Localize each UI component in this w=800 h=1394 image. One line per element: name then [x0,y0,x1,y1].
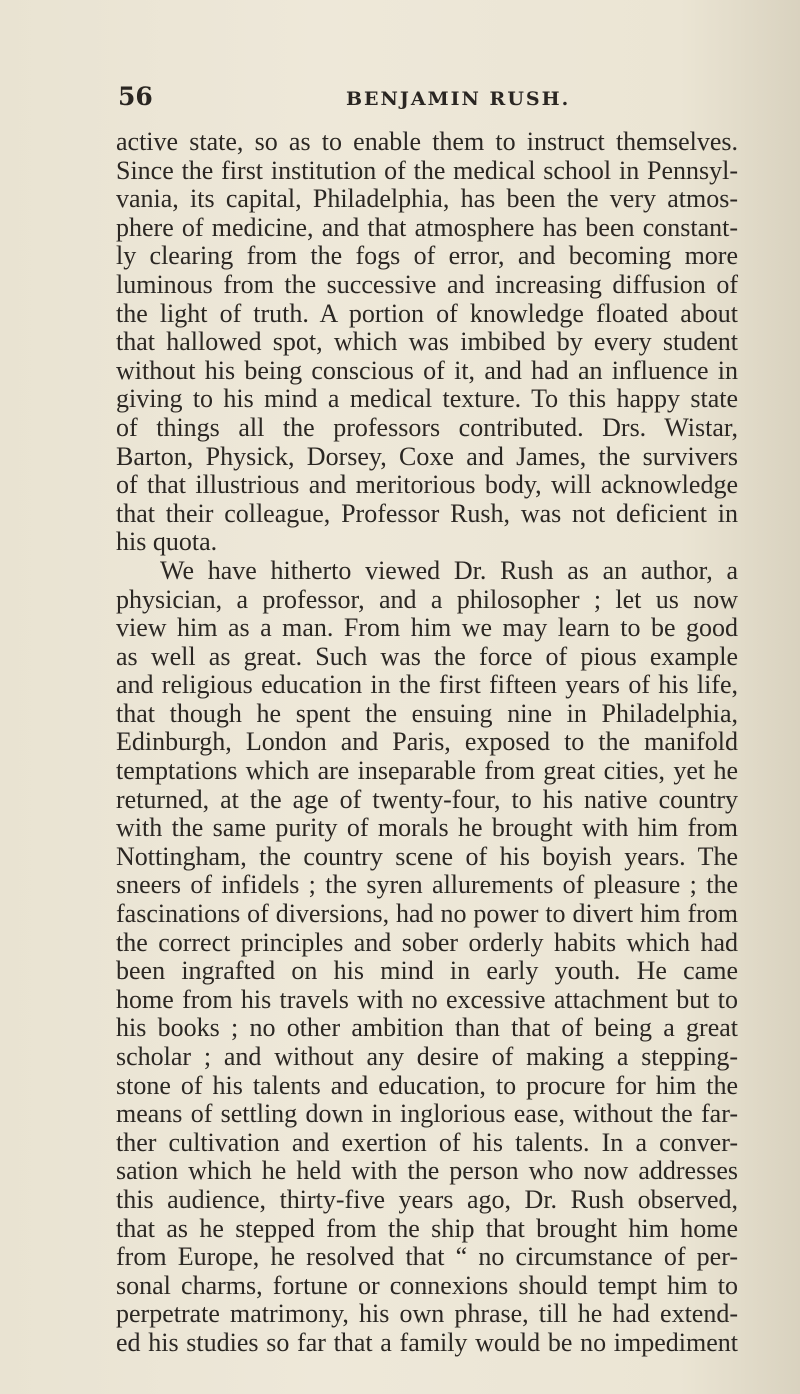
text-line: returned, at the age of twenty-four, to his native country [116,784,738,814]
text-line: that hallowed spot, which was imbibed by every student [116,327,738,357]
text-line: as well as great. Such was the force of pious example [116,641,738,671]
text-line: sonal charms, fortune or connexions should tempt him to [116,1270,738,1300]
running-head: BENJAMIN RUSH. [346,88,571,110]
text-line: this audience, thirty-five years ago, Dr. Rush observed, [116,1184,738,1214]
text-line: been ingrafted on his mind in early youth. He came [116,956,738,986]
text-line: luminous from the successive and increasing diffusion of [116,269,738,299]
text-line: his books ; no other ambition than that of being a great [116,1013,738,1043]
text-line: sneers of infidels ; the syren allurements of pleasure ; the [116,870,738,900]
text-line: Nottingham, the country scene of his boyish years. The [116,841,738,871]
text-line: sation which he held with the person who now addresses [116,1156,738,1186]
text-line: phere of medicine, and that atmosphere has been constant- [116,212,738,242]
text-line: fascinations of diversions, had no power to divert him from [116,899,738,929]
text-line: Barton, Physick, Dorsey, Coxe and James, the survivers [116,441,738,471]
text-line: stone of his talents and education, to procure for him the [116,1070,738,1100]
text-line: ly clearing from the fogs of error, and becoming more [116,241,738,271]
text-line: vania, its capital, Philadelphia, has been the very atmos- [116,184,738,214]
page-header [118,82,732,118]
text-line: ther cultivation and exertion of his talents. In a conver- [116,1127,738,1157]
text-line: Since the first institution of the medical school in Pennsyl- [116,155,738,185]
text-line: view him as a man. From him we may learn to be good [116,613,738,643]
text-line: of things all the professors contributed. Drs. Wistar, [116,412,738,442]
paragraph-start-line: We have hitherto viewed Dr. Rush as an author, a [160,555,738,585]
text-line: from Europe, he resolved that “ no circumstance of per- [116,1242,738,1272]
text-line: the correct principles and sober orderly habits which had [116,927,738,957]
text-line: Edinburgh, London and Paris, exposed to the manifold [116,727,738,757]
text-line: temptations which are inseparable from great cities, yet he [116,756,738,786]
text-line: means of settling down in inglorious ease, without the far- [116,1099,738,1129]
text-line: that though he spent the ensuing nine in Philadelphia, [116,698,738,728]
page-number: 56 [118,82,153,111]
text-line: the light of truth. A portion of knowledge floated about [116,298,738,328]
text-line: active state, so as to enable them to instruct themselves. [116,127,738,156]
text-line: giving to his mind a medical texture. To this happy state [116,384,738,414]
text-line: and religious education in the first fifteen years of his life, [116,670,738,700]
text-line: ed his studies so far that a family would be no impediment [116,1327,738,1357]
text-line: that their colleague, Professor Rush, was not deficient in [116,498,738,528]
text-line: home from his travels with no excessive attachment but to [116,984,738,1014]
body-text [116,128,738,1358]
text-line: that as he stepped from the ship that brought him home [116,1213,738,1243]
paragraph-end-line: his quota. [116,527,218,557]
text-line: scholar ; and without any desire of making a stepping- [116,1042,738,1071]
text-line: without his being conscious of it, and had an influence in [116,355,738,385]
text-line: of that illustrious and meritorious body, will acknowledge [116,470,738,500]
text-line: with the same purity of morals he brought with him from [116,813,738,843]
text-line: physician, a professor, and a philosopher ; let us now [116,584,738,614]
text-line: perpetrate matrimony, his own phrase, till he had extend- [116,1299,738,1329]
